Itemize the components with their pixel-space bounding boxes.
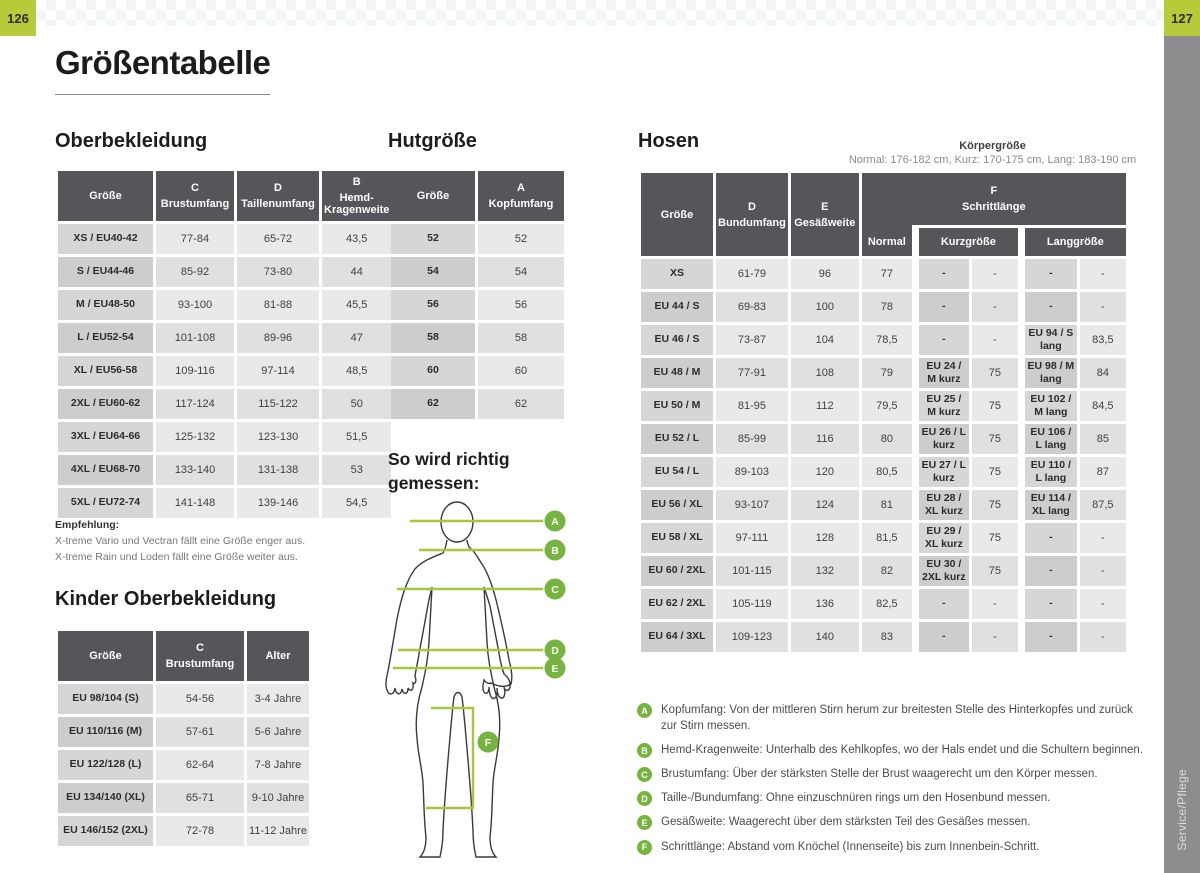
legend-text: Schrittlänge: Abstand vom Knöchel (Innenseite) bis zum Innenbein-Schritt. xyxy=(661,840,1040,853)
legend-item xyxy=(637,790,1145,806)
table-cell: EU 50 / M xyxy=(641,391,713,421)
table-cell: 47 xyxy=(322,323,391,353)
table-cell: 141-148 xyxy=(156,488,234,518)
table-cell: - xyxy=(1021,523,1077,553)
legend-text: Taille-/Bundumfang: Ohne einzuschnüren rings um den Hosenbund messen. xyxy=(661,792,1051,805)
table-row xyxy=(58,816,309,846)
table-cell: 77-91 xyxy=(716,358,788,388)
table-cell: 52 xyxy=(391,224,475,254)
table-cell: EU 30 / 2XL kurz xyxy=(915,556,969,586)
table-cell: 89-103 xyxy=(716,457,788,487)
table-cell: 52 xyxy=(478,224,564,254)
table-cell: - xyxy=(972,292,1018,322)
note-line: X-treme Rain und Loden fällt eine Größe weiter aus. xyxy=(55,550,298,563)
table-cell: 60 xyxy=(478,356,564,386)
svg-text:C: C xyxy=(551,583,559,596)
table-header-row xyxy=(391,171,564,221)
table-row xyxy=(391,290,564,320)
col-header-head-circumference: A Kopfumfang xyxy=(478,171,564,221)
table-cell: EU 54 / L xyxy=(641,457,713,487)
legend-marker-icon: A xyxy=(637,703,652,718)
table-cell: 77-84 xyxy=(156,224,234,254)
table-cell: 78,5 xyxy=(862,325,912,355)
table-cell: 97-111 xyxy=(716,523,788,553)
table-cell: EU 26 / L kurz xyxy=(915,424,969,454)
table-row xyxy=(641,457,1126,487)
table-cell: 75 xyxy=(972,358,1018,388)
table-cell: EU 48 / M xyxy=(641,358,713,388)
table-cell: 124 xyxy=(791,490,859,520)
note-line: X-treme Vario und Vectran fällt eine Größe enger aus. xyxy=(55,534,306,547)
table-row xyxy=(58,356,391,386)
table-cell: 93-107 xyxy=(716,490,788,520)
body-measurement-diagram xyxy=(385,440,595,860)
legend-text: Brustumfang: Über der stärksten Stelle der Brust waagerecht um den Körper messen. xyxy=(661,768,1098,781)
table-cell: 139-146 xyxy=(237,488,319,518)
table-row xyxy=(641,358,1126,388)
table-cell: 54,5 xyxy=(322,488,391,518)
table-cell: 72-78 xyxy=(156,816,244,846)
table-cell: 79,5 xyxy=(862,391,912,421)
table-cell: EU 98 / M lang xyxy=(1021,358,1077,388)
table-cell: 133-140 xyxy=(156,455,234,485)
table-cell: 116 xyxy=(791,424,859,454)
table-cell: EU 29 / XL kurz xyxy=(915,523,969,553)
legend-item xyxy=(637,839,1145,855)
table-cell: EU 64 / 3XL xyxy=(641,622,713,652)
hat-size-table xyxy=(388,168,567,422)
table-cell: EU 28 / XL kurz xyxy=(915,490,969,520)
table-cell: 131-138 xyxy=(237,455,319,485)
note-title: Empfehlung: xyxy=(55,519,120,531)
table-cell: 81-88 xyxy=(237,290,319,320)
table-cell: 93-100 xyxy=(156,290,234,320)
table-cell: EU 25 / M kurz xyxy=(915,391,969,421)
marker-d-icon xyxy=(545,640,566,661)
table-cell: 82,5 xyxy=(862,589,912,619)
table-cell: 115-122 xyxy=(237,389,319,419)
table-cell: 128 xyxy=(791,523,859,553)
col-header-size: Größe xyxy=(58,171,153,221)
table-cell: EU 58 / XL xyxy=(641,523,713,553)
table-cell: EU 94 / S lang xyxy=(1021,325,1077,355)
table-cell: 51,5 xyxy=(322,422,391,452)
table-cell: 5-6 Jahre xyxy=(247,717,309,747)
table-cell: 100 xyxy=(791,292,859,322)
table-subheader-row xyxy=(641,228,1126,256)
col-subheader-long: Langgröße xyxy=(1021,228,1126,256)
table-cell: 117-124 xyxy=(156,389,234,419)
table-cell: - xyxy=(1080,589,1126,619)
table-cell: XS / EU40-42 xyxy=(58,224,153,254)
table-cell: 109-116 xyxy=(156,356,234,386)
table-cell: EU 110/116 (M) xyxy=(58,717,153,747)
table-cell: 58 xyxy=(391,323,475,353)
table-row xyxy=(641,325,1126,355)
note-title: Körpergröße xyxy=(959,140,1026,152)
recommendation-note xyxy=(55,518,305,565)
table-row xyxy=(58,389,391,419)
col-header-age: Alter xyxy=(247,631,309,681)
table-row xyxy=(58,257,391,287)
marker-f-icon xyxy=(478,732,499,753)
table-row xyxy=(58,488,391,518)
table-cell: 83,5 xyxy=(1080,325,1126,355)
table-row xyxy=(58,783,309,813)
table-cell: 4XL / EU68-70 xyxy=(58,455,153,485)
table-cell: - xyxy=(972,259,1018,289)
table-header-row xyxy=(58,631,309,681)
table-cell: 105-119 xyxy=(716,589,788,619)
table-cell: 84 xyxy=(1080,358,1126,388)
table-cell: - xyxy=(1080,556,1126,586)
svg-text:A: A xyxy=(551,515,559,528)
table-cell: EU 146/152 (2XL) xyxy=(58,816,153,846)
col-header-waistband: D Bundumfang xyxy=(716,173,788,256)
table-cell: 108 xyxy=(791,358,859,388)
table-cell: L / EU52-54 xyxy=(58,323,153,353)
table-cell: - xyxy=(972,589,1018,619)
table-cell: 54 xyxy=(391,257,475,287)
table-cell: 45,5 xyxy=(322,290,391,320)
table-cell: - xyxy=(915,259,969,289)
table-row xyxy=(641,259,1126,289)
col-subheader-short: Kurzgröße xyxy=(915,228,1018,256)
table-cell: EU 98/104 (S) xyxy=(58,684,153,714)
table-cell: 123-130 xyxy=(237,422,319,452)
table-cell: 89-96 xyxy=(237,323,319,353)
section-side-tab xyxy=(1164,36,1200,873)
table-cell: 69-83 xyxy=(716,292,788,322)
heading-outerwear: Oberbekleidung xyxy=(55,130,208,152)
table-cell: 61-79 xyxy=(716,259,788,289)
table-cell: 83 xyxy=(862,622,912,652)
col-header-inseam: F Schrittlänge xyxy=(862,173,1126,225)
table-row xyxy=(641,391,1126,421)
table-cell: XS xyxy=(641,259,713,289)
legend-item xyxy=(637,814,1145,830)
legend-marker-icon: C xyxy=(637,767,652,782)
table-cell: 81-95 xyxy=(716,391,788,421)
table-cell: 85-99 xyxy=(716,424,788,454)
table-cell: 77 xyxy=(862,259,912,289)
table-row xyxy=(58,323,391,353)
table-row xyxy=(391,356,564,386)
table-cell: - xyxy=(915,325,969,355)
table-cell: 75 xyxy=(972,523,1018,553)
table-cell: 3-4 Jahre xyxy=(247,684,309,714)
legend-marker-icon: F xyxy=(637,840,652,855)
side-tab-label: Service/Pflege xyxy=(1175,769,1189,851)
legend-marker-icon: E xyxy=(637,815,652,830)
marker-b-icon xyxy=(545,540,566,561)
table-cell: EU 122/128 (L) xyxy=(58,750,153,780)
table-cell: 80 xyxy=(862,424,912,454)
table-row xyxy=(391,389,564,419)
trousers-table xyxy=(638,170,1129,655)
table-cell: 79 xyxy=(862,358,912,388)
table-row xyxy=(641,523,1126,553)
table-cell: - xyxy=(1021,589,1077,619)
table-cell: 54 xyxy=(478,257,564,287)
table-cell: EU 56 / XL xyxy=(641,490,713,520)
table-cell: EU 114 / XL lang xyxy=(1021,490,1077,520)
table-cell: 97-114 xyxy=(237,356,319,386)
col-header-seat: E Gesäßweite xyxy=(791,173,859,256)
legend-text: Kopfumfang: Von der mittleren Stirn herum zur breitesten Stelle des Hinterkopfes und zurück zur Stirn messen. xyxy=(661,704,1133,733)
table-cell: - xyxy=(1080,292,1126,322)
table-row xyxy=(391,224,564,254)
table-cell: EU 106 / L lang xyxy=(1021,424,1077,454)
table-cell: 60 xyxy=(391,356,475,386)
table-cell: 65-71 xyxy=(156,783,244,813)
table-cell: 53 xyxy=(322,455,391,485)
table-cell: EU 44 / S xyxy=(641,292,713,322)
table-cell: 56 xyxy=(391,290,475,320)
table-cell: 54-56 xyxy=(156,684,244,714)
col-header-size: Größe xyxy=(58,631,153,681)
col-header-collar: B Hemd-Kragenweite xyxy=(322,171,391,221)
table-cell: EU 62 / 2XL xyxy=(641,589,713,619)
table-cell: - xyxy=(1021,259,1077,289)
table-cell: EU 24 / M kurz xyxy=(915,358,969,388)
legend-marker-icon: D xyxy=(637,791,652,806)
heading-kids-outerwear: Kinder Oberbekleidung xyxy=(55,588,277,610)
table-cell: 58 xyxy=(478,323,564,353)
table-cell: 48,5 xyxy=(322,356,391,386)
table-cell: 84,5 xyxy=(1080,391,1126,421)
svg-text:B: B xyxy=(551,544,559,557)
table-cell: 85 xyxy=(1080,424,1126,454)
table-cell: 62 xyxy=(478,389,564,419)
table-cell: EU 102 / M lang xyxy=(1021,391,1077,421)
table-cell: 75 xyxy=(972,391,1018,421)
table-cell: 75 xyxy=(972,490,1018,520)
table-cell: 87,5 xyxy=(1080,490,1126,520)
table-row xyxy=(58,750,309,780)
table-cell: 73-80 xyxy=(237,257,319,287)
table-cell: 7-8 Jahre xyxy=(247,750,309,780)
page-number-right: 127 xyxy=(1164,0,1200,36)
table-cell: 81 xyxy=(862,490,912,520)
table-cell: - xyxy=(1021,556,1077,586)
table-cell: 56 xyxy=(478,290,564,320)
decorative-pattern-band xyxy=(36,0,1164,26)
table-row xyxy=(641,589,1126,619)
col-header-size: Größe xyxy=(391,171,475,221)
marker-a-icon xyxy=(545,511,566,532)
table-cell: 9-10 Jahre xyxy=(247,783,309,813)
table-cell: EU 134/140 (XL) xyxy=(58,783,153,813)
col-header-size: Größe xyxy=(641,173,713,256)
table-cell: - xyxy=(915,589,969,619)
table-row xyxy=(58,224,391,254)
legend-item xyxy=(637,766,1145,782)
table-cell: - xyxy=(1021,292,1077,322)
table-row xyxy=(641,556,1126,586)
table-cell: - xyxy=(915,622,969,652)
table-cell: 50 xyxy=(322,389,391,419)
table-cell: - xyxy=(972,325,1018,355)
page-number-left: 126 xyxy=(0,0,36,36)
table-cell: 82 xyxy=(862,556,912,586)
note-line: Normal: 176-182 cm, Kurz: 170-175 cm, Lang: 183-190 cm xyxy=(848,154,1137,166)
table-cell: 73-87 xyxy=(716,325,788,355)
table-cell: 62 xyxy=(391,389,475,419)
col-subheader-normal: Normal xyxy=(862,228,912,256)
table-cell: EU 27 / L kurz xyxy=(915,457,969,487)
table-cell: 80,5 xyxy=(862,457,912,487)
table-cell: 132 xyxy=(791,556,859,586)
table-cell: EU 46 / S xyxy=(641,325,713,355)
table-cell: 11-12 Jahre xyxy=(247,816,309,846)
table-cell: 140 xyxy=(791,622,859,652)
table-row xyxy=(391,323,564,353)
table-row xyxy=(641,622,1126,652)
table-cell: - xyxy=(1080,523,1126,553)
table-cell: 101-108 xyxy=(156,323,234,353)
table-cell: 120 xyxy=(791,457,859,487)
legend-text: Hemd-Kragenweite: Unterhalb des Kehlkopfes, wo der Hals endet und die Schultern beginnen. xyxy=(661,744,1144,757)
svg-text:F: F xyxy=(484,736,492,749)
table-cell: 75 xyxy=(972,556,1018,586)
table-cell: - xyxy=(1080,259,1126,289)
heading-hat-size: Hutgröße xyxy=(388,130,477,152)
table-cell: 101-115 xyxy=(716,556,788,586)
table-cell: EU 110 / L lang xyxy=(1021,457,1077,487)
body-outline-figure xyxy=(386,502,512,857)
table-cell: 112 xyxy=(791,391,859,421)
table-cell: 2XL / EU60-62 xyxy=(58,389,153,419)
table-cell: M / EU48-50 xyxy=(58,290,153,320)
table-cell: 62-64 xyxy=(156,750,244,780)
table-row xyxy=(58,455,391,485)
table-row xyxy=(58,290,391,320)
table-cell: 65-72 xyxy=(237,224,319,254)
marker-c-icon xyxy=(545,579,566,600)
table-row xyxy=(641,424,1126,454)
table-cell: 85-92 xyxy=(156,257,234,287)
legend-text: Gesäßweite: Waagerecht über dem stärksten Teil des Gesäßes messen. xyxy=(661,816,1031,829)
table-cell: - xyxy=(915,292,969,322)
table-row xyxy=(58,717,309,747)
table-cell: EU 52 / L xyxy=(641,424,713,454)
table-cell: 75 xyxy=(972,457,1018,487)
table-cell: 125-132 xyxy=(156,422,234,452)
kids-outerwear-table xyxy=(55,628,312,849)
col-header-chest: C Brustumfang xyxy=(156,631,244,681)
table-header-row xyxy=(58,171,391,221)
page-title: Größentabelle xyxy=(55,44,270,95)
table-cell: 81,5 xyxy=(862,523,912,553)
measurement-legend xyxy=(637,702,1145,863)
table-cell: 96 xyxy=(791,259,859,289)
table-cell: 87 xyxy=(1080,457,1126,487)
table-row xyxy=(58,684,309,714)
table-cell: - xyxy=(1080,622,1126,652)
legend-item xyxy=(637,702,1145,734)
table-cell: EU 60 / 2XL xyxy=(641,556,713,586)
heading-trousers: Hosen xyxy=(638,130,700,152)
table-cell: 78 xyxy=(862,292,912,322)
col-header-chest: C Brustumfang xyxy=(156,171,234,221)
outerwear-table xyxy=(55,168,394,521)
table-cell: S / EU44-46 xyxy=(58,257,153,287)
legend-item xyxy=(637,742,1145,758)
legend-marker-icon: B xyxy=(637,743,652,758)
body-height-note xyxy=(845,140,1140,166)
table-cell: - xyxy=(972,622,1018,652)
table-cell: 3XL / EU64-66 xyxy=(58,422,153,452)
table-cell: 75 xyxy=(972,424,1018,454)
table-cell: 43,5 xyxy=(322,224,391,254)
marker-e-icon xyxy=(545,658,566,679)
table-cell: 104 xyxy=(791,325,859,355)
table-row xyxy=(641,292,1126,322)
table-cell: 136 xyxy=(791,589,859,619)
table-cell: 57-61 xyxy=(156,717,244,747)
table-header-row xyxy=(641,173,1126,225)
table-row xyxy=(58,422,391,452)
svg-text:D: D xyxy=(551,644,559,657)
table-cell: 44 xyxy=(322,257,391,287)
table-cell: 109-123 xyxy=(716,622,788,652)
heading-how-to-measure: So wird richtig gemessen: xyxy=(388,449,510,493)
table-cell: - xyxy=(1021,622,1077,652)
table-row xyxy=(641,490,1126,520)
table-row xyxy=(391,257,564,287)
svg-text:E: E xyxy=(551,662,559,675)
col-header-waist: D Taillenumfang xyxy=(237,171,319,221)
table-cell: XL / EU56-58 xyxy=(58,356,153,386)
table-cell: 5XL / EU72-74 xyxy=(58,488,153,518)
